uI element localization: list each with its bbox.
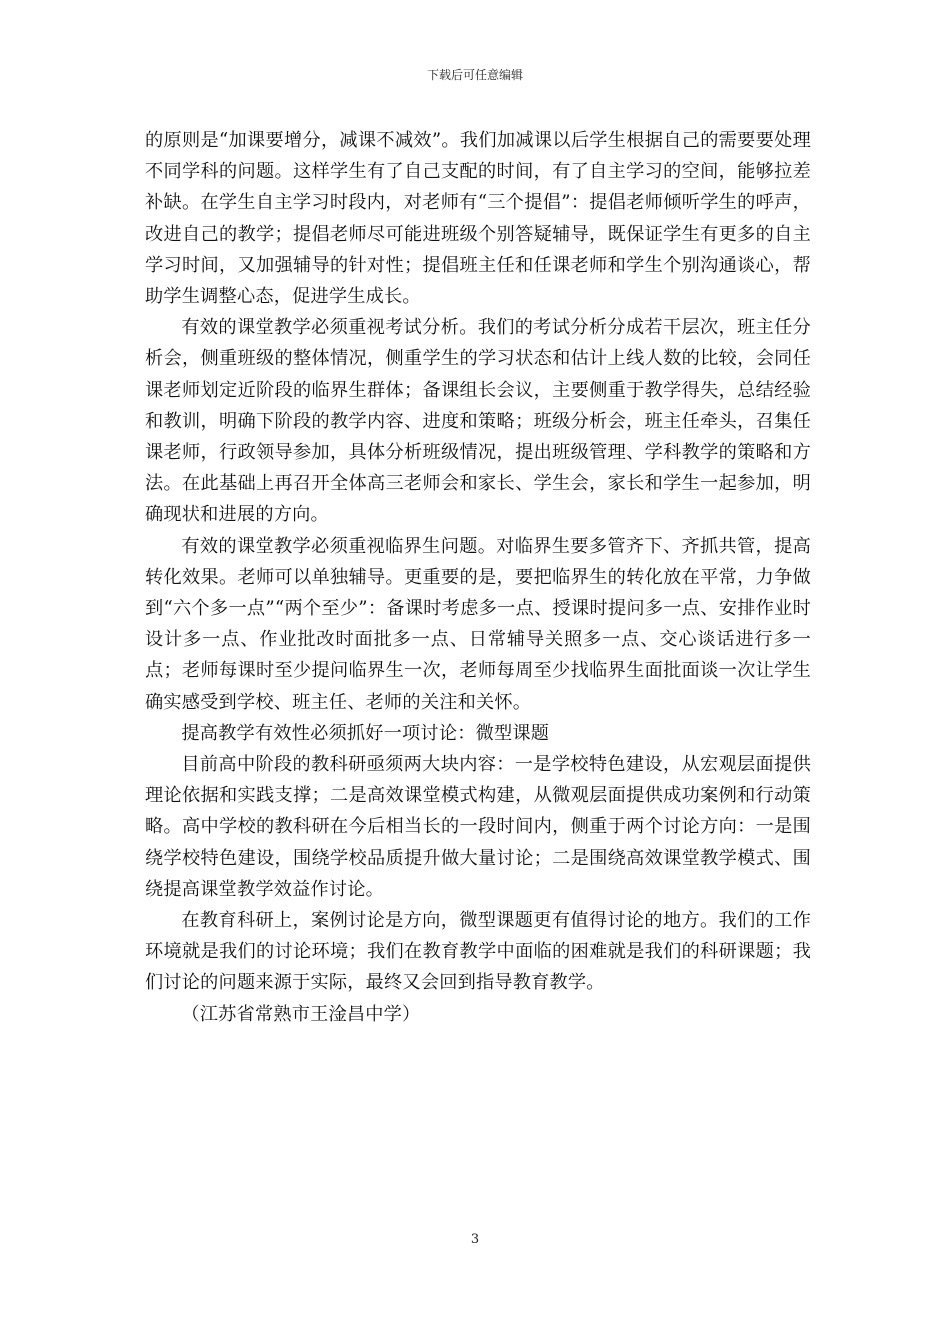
author-affiliation: （江苏省常熟市王淦昌中学） — [181, 1003, 421, 1025]
paragraph-borderline-students: 有效的课堂教学必须重视临界生问题。对临界生要多管齐下、齐抓共管，提高转化效果。老师可以单独辅导。更重要的是，要把临界生的转化放在平常，力争做到“六个多一点”“两个至少”：备课时考虑多一点、授课时提问多一点、安排作业时设计多一点、作业批改时面批多一点、日常辅导关照多一点、交心谈话进行多一点；老师每课时至少提问临界生一次，老师每周至少找临界生面批面谈一次让学生确实感受到学校、班主任、老师的关注和关怀。 — [145, 535, 811, 713]
document-body — [145, 125, 811, 1030]
section-heading-micro-research: 提高教学有效性必须抓好一项讨论：微型课题 — [181, 722, 550, 744]
paragraph-case-research: 在教育科研上，案例讨论是方向，微型课题更有值得讨论的地方。我们的工作环境就是我们的讨论环境；我们在教育教学中面临的困难就是我们的科研课题；我们讨论的问题来源于实际，最终又会回到指导教育教学。 — [145, 910, 811, 994]
page-header: 下载后可任意编辑 — [426, 68, 523, 82]
paragraph-exam-analysis: 有效的课堂教学必须重视考试分析。我们的考试分析分成若干层次，班主任分析会，侧重班级的整体情况，侧重学生的学习状态和估计上线人数的比较，会同任课老师划定近阶段的临界生群体；备课组长会议，主要侧重于教学得失，总结经验和教训，明确下阶段的教学内容、进度和策略；班级分析会，班主任牵头，召集任课老师，行政领导参加，具体分析班级情况，提出班级管理、学科教学的策略和方法。在此基础上再召开全体高三老师会和家长、学生会，家长和学生一起参加，明确现状和进展的方向。 — [145, 317, 811, 526]
paragraph-research-content: 目前高中阶段的教科研亟须两大块内容：一是学校特色建设，从宏观层面提供理论依据和实践支撑；二是高效课堂模式构建，从微观层面提供成功案例和行动策略。高中学校的教科研在今后相当长的一段时间内，侧重于两个讨论方向：一是围绕学校特色建设，围绕学校品质提升做大量讨论；二是围绕高效课堂教学模式、围绕提高课堂教学效益作讨论。 — [145, 754, 811, 900]
page-number: 3 — [470, 1232, 480, 1247]
paragraph-continued: 的原则是“加课要增分，减课不减效”。我们加减课以后学生根据自己的需要要处理不同学科的问题。这样学生有了自己支配的时间，有了自主学习的空间，能够拉差补缺。在学生自主学习时段内，对老师有“三个提倡”：提倡老师倾听学生的呼声，改进自己的教学；提倡老师尽可能进班级个别答疑辅导，既保证学生有更多的自主学习时间，又加强辅导的针对性；提倡班主任和任课老师和学生个别沟通谈心，帮助学生调整心态，促进学生成长。 — [145, 130, 811, 308]
